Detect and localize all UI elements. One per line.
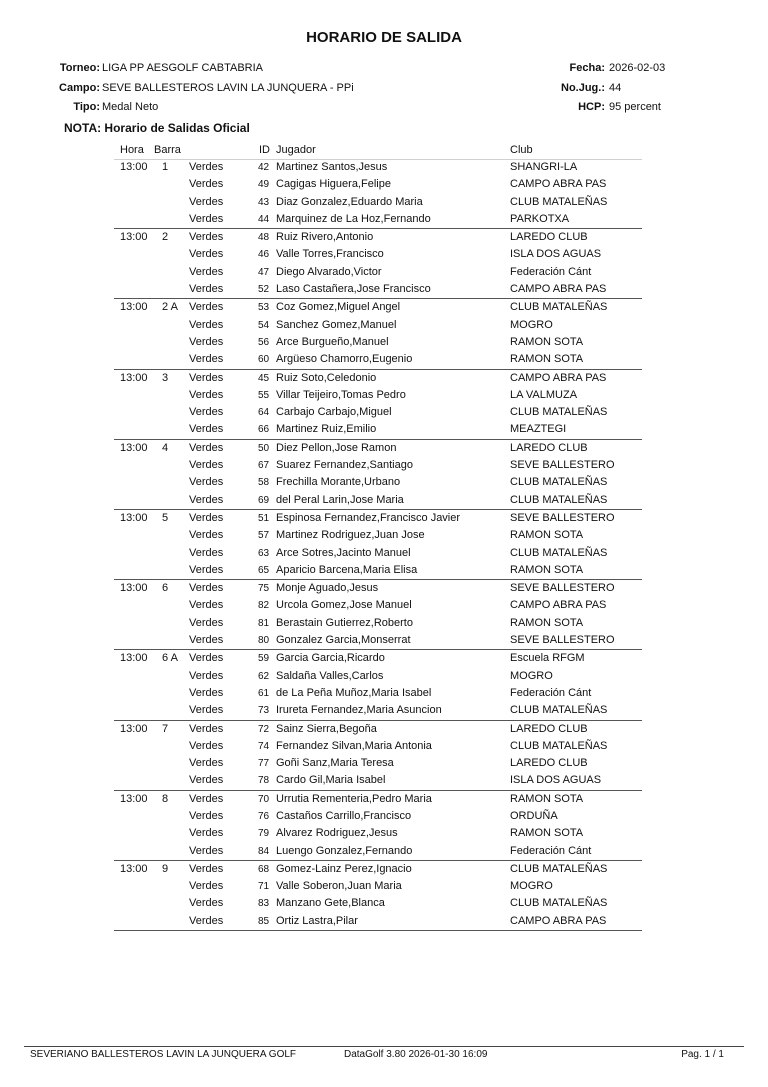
cell-barra: 6 <box>162 582 169 595</box>
fecha-label: Fecha: <box>569 62 605 74</box>
cell-jugador: Urrutia Rementeria,Pedro Maria <box>276 792 432 805</box>
cell-id: 49 <box>258 179 270 191</box>
cell-tee: Verdes <box>189 318 224 331</box>
cell-hora: 13:00 <box>120 582 148 595</box>
cell-tee: Verdes <box>189 704 224 717</box>
cell-club: RAMON SOTA <box>510 353 584 366</box>
cell-tee: Verdes <box>189 195 224 208</box>
cell-tee: Verdes <box>189 388 224 401</box>
table-row <box>114 527 642 544</box>
nojug-label: No.Jug.: <box>561 82 605 94</box>
cell-id: 84 <box>258 845 270 857</box>
nota: NOTA: Horario de Salidas Oficial <box>64 121 250 135</box>
table-row <box>114 281 642 298</box>
cell-id: 55 <box>258 389 270 401</box>
cell-jugador: Martinez Santos,Jesus <box>276 161 388 173</box>
cell-id: 75 <box>258 583 270 595</box>
header-club: Club <box>510 144 533 156</box>
table-row <box>114 246 642 263</box>
cell-hora: 13:00 <box>120 511 148 524</box>
torneo-label: Torneo: <box>59 62 100 74</box>
hcp-value: 95 percent <box>609 101 661 113</box>
table-row <box>114 808 642 825</box>
torneo-value: LIGA PP AESGOLF CABTABRIA <box>102 62 263 74</box>
cell-id: 54 <box>258 319 270 331</box>
cell-jugador: Laso Castañera,Jose Francisco <box>276 283 431 296</box>
cell-id: 76 <box>258 810 270 822</box>
tipo-label: Tipo: <box>73 101 100 113</box>
cell-id: 80 <box>258 635 270 647</box>
table-row <box>114 492 642 509</box>
page-title: HORARIO DE SALIDA <box>306 29 462 46</box>
cell-club: RAMON SOTA <box>510 563 584 576</box>
cell-tee: Verdes <box>189 686 224 699</box>
cell-tee: Verdes <box>189 301 224 314</box>
cell-tee: Verdes <box>189 757 224 770</box>
cell-club: CLUB MATALEÑAS <box>510 406 608 419</box>
cell-id: 71 <box>258 881 270 893</box>
table-row <box>114 878 642 895</box>
cell-club: LAREDO CLUB <box>510 231 588 244</box>
cell-tee: Verdes <box>189 476 224 489</box>
table-row <box>114 650 642 667</box>
cell-jugador: Luengo Gonzalez,Fernando <box>276 844 413 857</box>
table-row <box>114 685 642 702</box>
cell-barra: 2 A <box>162 301 178 314</box>
cell-jugador: Ortiz Lastra,Pilar <box>276 914 358 927</box>
cell-jugador: Coz Gomez,Miguel Angel <box>276 301 401 314</box>
cell-id: 58 <box>258 477 270 489</box>
cell-tee: Verdes <box>189 441 224 454</box>
cell-id: 73 <box>258 705 270 717</box>
cell-jugador: Saldaña Valles,Carlos <box>276 669 384 682</box>
cell-tee: Verdes <box>189 739 224 752</box>
hcp-label: HCP: <box>578 101 605 113</box>
cell-tee: Verdes <box>189 563 224 576</box>
table-row <box>114 721 642 738</box>
cell-jugador: Castaños Carrillo,Francisco <box>276 809 412 822</box>
cell-club: MOGRO <box>510 880 553 893</box>
table-row <box>114 913 642 930</box>
cell-id: 46 <box>258 249 270 261</box>
cell-id: 45 <box>258 372 270 384</box>
cell-jugador: Goñi Sanz,Maria Teresa <box>276 757 394 770</box>
cell-club: Federación Cánt <box>510 265 592 278</box>
cell-tee: Verdes <box>189 722 224 735</box>
tee-time-table <box>114 159 642 931</box>
tee-group <box>114 159 642 229</box>
cell-club: LAREDO CLUB <box>510 722 588 735</box>
cell-club: CLUB MATALEÑAS <box>510 546 608 559</box>
cell-jugador: Diego Alvarado,Victor <box>276 265 382 278</box>
cell-hora: 13:00 <box>120 652 148 665</box>
cell-tee: Verdes <box>189 599 224 612</box>
cell-club: PARKOTXA <box>510 212 570 225</box>
cell-club: MEAZTEGI <box>510 423 567 436</box>
tee-group <box>114 229 642 299</box>
cell-tee: Verdes <box>189 371 224 384</box>
cell-id: 74 <box>258 740 270 752</box>
tee-group <box>114 299 642 369</box>
cell-id: 83 <box>258 898 270 910</box>
table-row <box>114 825 642 842</box>
cell-id: 63 <box>258 547 270 559</box>
cell-id: 82 <box>258 600 270 612</box>
table-row <box>114 562 642 579</box>
footer-page: Pag. 1 / 1 <box>681 1049 724 1060</box>
cell-jugador: Martinez Rodriguez,Juan Jose <box>276 529 425 542</box>
cell-id: 66 <box>258 424 270 436</box>
cell-id: 72 <box>258 723 270 735</box>
cell-hora: 13:00 <box>120 371 148 384</box>
cell-jugador: del Peral Larin,Jose Maria <box>276 493 404 506</box>
cell-club: CLUB MATALEÑAS <box>510 493 608 506</box>
cell-club: LAREDO CLUB <box>510 757 588 770</box>
cell-tee: Verdes <box>189 459 224 472</box>
table-row <box>114 843 642 860</box>
cell-tee: Verdes <box>189 231 224 244</box>
cell-id: 70 <box>258 793 270 805</box>
cell-jugador: Martinez Ruiz,Emilio <box>276 423 377 436</box>
cell-tee: Verdes <box>189 335 224 348</box>
cell-club: SEVE BALLESTERO <box>510 634 615 647</box>
cell-id: 64 <box>258 407 270 419</box>
cell-club: LA VALMUZA <box>510 388 578 401</box>
cell-id: 78 <box>258 775 270 787</box>
cell-tee: Verdes <box>189 406 224 419</box>
cell-jugador: Ruiz Rivero,Antonio <box>276 231 374 244</box>
table-row <box>114 755 642 772</box>
table-row <box>114 597 642 614</box>
tee-group <box>114 861 642 931</box>
cell-id: 56 <box>258 336 270 348</box>
cell-club: ISLA DOS AGUAS <box>510 248 602 261</box>
cell-id: 51 <box>258 512 270 524</box>
cell-barra: 1 <box>162 161 169 173</box>
cell-club: Federación Cánt <box>510 844 592 857</box>
campo-value: SEVE BALLESTEROS LAVIN LA JUNQUERA - PPi <box>102 82 354 94</box>
cell-jugador: Cagigas Higuera,Felipe <box>276 178 391 191</box>
cell-tee: Verdes <box>189 529 224 542</box>
tee-group <box>114 370 642 440</box>
cell-id: 77 <box>258 758 270 770</box>
table-row <box>114 474 642 491</box>
table-row <box>114 861 642 878</box>
cell-tee: Verdes <box>189 616 224 629</box>
table-row <box>114 387 642 404</box>
cell-jugador: de La Peña Muñoz,Maria Isabel <box>276 686 432 699</box>
cell-id: 53 <box>258 302 270 314</box>
table-row <box>114 317 642 334</box>
cell-id: 57 <box>258 530 270 542</box>
cell-jugador: Garcia Garcia,Ricardo <box>276 652 385 665</box>
table-row <box>114 702 642 719</box>
cell-hora: 13:00 <box>120 792 148 805</box>
table-row <box>114 791 642 808</box>
cell-barra: 5 <box>162 511 169 524</box>
header-hora: Hora <box>120 144 144 156</box>
cell-id: 62 <box>258 670 270 682</box>
cell-club: RAMON SOTA <box>510 335 584 348</box>
cell-club: Escuela RFGM <box>510 652 585 665</box>
cell-hora: 13:00 <box>120 722 148 735</box>
cell-tee: Verdes <box>189 827 224 840</box>
table-row <box>114 194 642 211</box>
cell-club: RAMON SOTA <box>510 616 584 629</box>
cell-jugador: Monje Aguado,Jesus <box>276 582 379 595</box>
cell-jugador: Sanchez Gomez,Manuel <box>276 318 397 331</box>
cell-jugador: Diaz Gonzalez,Eduardo Maria <box>276 195 423 208</box>
cell-tee: Verdes <box>189 423 224 436</box>
table-row <box>114 404 642 421</box>
cell-jugador: Fernandez Silvan,Maria Antonia <box>276 739 432 752</box>
cell-tee: Verdes <box>189 862 224 875</box>
tipo-value: Medal Neto <box>102 101 159 113</box>
header-jugador: Jugador <box>276 144 316 156</box>
cell-id: 48 <box>258 232 270 244</box>
cell-jugador: Berastain Gutierrez,Roberto <box>276 616 413 629</box>
cell-club: LAREDO CLUB <box>510 441 588 454</box>
cell-club: SHANGRI-LA <box>510 161 578 173</box>
cell-club: MOGRO <box>510 669 553 682</box>
cell-jugador: Arce Sotres,Jacinto Manuel <box>276 546 411 559</box>
table-row <box>114 895 642 912</box>
nojug-value: 44 <box>609 82 622 94</box>
cell-hora: 13:00 <box>120 441 148 454</box>
cell-id: 61 <box>258 687 270 699</box>
cell-tee: Verdes <box>189 914 224 927</box>
cell-club: RAMON SOTA <box>510 529 584 542</box>
cell-id: 50 <box>258 442 270 454</box>
cell-club: CAMPO ABRA PAS <box>510 599 607 612</box>
cell-jugador: Irureta Fernandez,Maria Asuncion <box>276 704 442 717</box>
cell-club: CAMPO ABRA PAS <box>510 178 607 191</box>
cell-tee: Verdes <box>189 809 224 822</box>
cell-jugador: Aparicio Barcena,Maria Elisa <box>276 563 418 576</box>
footer-divider <box>24 1046 744 1047</box>
table-row <box>114 580 642 597</box>
cell-tee: Verdes <box>189 897 224 910</box>
cell-jugador: Gomez-Lainz Perez,Ignacio <box>276 862 412 875</box>
cell-tee: Verdes <box>189 880 224 893</box>
cell-tee: Verdes <box>189 283 224 296</box>
cell-id: 43 <box>258 196 270 208</box>
cell-club: CLUB MATALEÑAS <box>510 476 608 489</box>
cell-tee: Verdes <box>189 774 224 787</box>
cell-jugador: Alvarez Rodriguez,Jesus <box>276 827 398 840</box>
cell-club: CLUB MATALEÑAS <box>510 301 608 314</box>
tee-group <box>114 721 642 791</box>
cell-tee: Verdes <box>189 161 224 173</box>
cell-id: 42 <box>258 162 270 173</box>
table-row <box>114 159 642 176</box>
cell-tee: Verdes <box>189 265 224 278</box>
cell-barra: 3 <box>162 371 169 384</box>
cell-club: ISLA DOS AGUAS <box>510 774 602 787</box>
cell-tee: Verdes <box>189 178 224 191</box>
cell-id: 85 <box>258 915 270 927</box>
table-row <box>114 211 642 228</box>
tee-group <box>114 791 642 861</box>
cell-jugador: Espinosa Fernandez,Francisco Javier <box>276 511 461 524</box>
cell-id: 79 <box>258 828 270 840</box>
cell-jugador: Valle Soberon,Juan Maria <box>276 880 402 893</box>
cell-tee: Verdes <box>189 493 224 506</box>
cell-jugador: Manzano Gete,Blanca <box>276 897 385 910</box>
fecha-value: 2026-02-03 <box>609 62 666 74</box>
cell-id: 81 <box>258 617 270 629</box>
header-id: ID <box>259 144 270 156</box>
cell-id: 47 <box>258 266 270 278</box>
table-row <box>114 334 642 351</box>
table-row <box>114 176 642 193</box>
cell-jugador: Gonzalez Garcia,Monserrat <box>276 634 411 647</box>
cell-id: 44 <box>258 213 270 225</box>
cell-tee: Verdes <box>189 212 224 225</box>
cell-hora: 13:00 <box>120 301 148 314</box>
header-barra: Barra <box>154 144 181 156</box>
table-row <box>114 229 642 246</box>
cell-jugador: Frechilla Morante,Urbano <box>276 476 401 489</box>
footer-software: DataGolf 3.80 2026-01-30 16:09 <box>344 1049 488 1060</box>
cell-club: ORDUÑA <box>510 809 558 822</box>
cell-jugador: Ruiz Soto,Celedonio <box>276 371 377 384</box>
table-row <box>114 545 642 562</box>
cell-jugador: Suarez Fernandez,Santiago <box>276 459 413 472</box>
cell-club: CAMPO ABRA PAS <box>510 371 607 384</box>
cell-id: 60 <box>258 354 270 366</box>
tee-group <box>114 580 642 650</box>
table-row <box>114 264 642 281</box>
cell-tee: Verdes <box>189 652 224 665</box>
cell-tee: Verdes <box>189 546 224 559</box>
table-row <box>114 440 642 457</box>
table-row <box>114 370 642 387</box>
cell-id: 69 <box>258 494 270 506</box>
table-row <box>114 615 642 632</box>
cell-club: CLUB MATALEÑAS <box>510 897 608 910</box>
cell-club: CLUB MATALEÑAS <box>510 195 608 208</box>
cell-hora: 13:00 <box>120 161 148 173</box>
cell-jugador: Cardo Gil,Maria Isabel <box>276 774 386 787</box>
table-row <box>114 510 642 527</box>
table-row <box>114 299 642 316</box>
cell-jugador: Sainz Sierra,Begoña <box>276 722 377 735</box>
cell-id: 68 <box>258 863 270 875</box>
table-row <box>114 457 642 474</box>
table-row <box>114 351 642 368</box>
cell-club: SEVE BALLESTERO <box>510 511 615 524</box>
cell-jugador: Diez Pellon,Jose Ramon <box>276 441 397 454</box>
cell-jugador: Argüeso Chamorro,Eugenio <box>276 353 413 366</box>
cell-hora: 13:00 <box>120 862 148 875</box>
cell-club: SEVE BALLESTERO <box>510 459 615 472</box>
cell-id: 65 <box>258 564 270 576</box>
cell-club: MOGRO <box>510 318 553 331</box>
cell-club: CLUB MATALEÑAS <box>510 862 608 875</box>
cell-club: Federación Cánt <box>510 686 592 699</box>
table-header <box>114 144 642 160</box>
cell-club: CLUB MATALEÑAS <box>510 704 608 717</box>
cell-barra: 6 A <box>162 652 178 665</box>
cell-jugador: Marquinez de La Hoz,Fernando <box>276 212 431 225</box>
cell-club: CLUB MATALEÑAS <box>510 739 608 752</box>
cell-club: CAMPO ABRA PAS <box>510 283 607 296</box>
cell-barra: 7 <box>162 722 169 735</box>
cell-jugador: Urcola Gomez,Jose Manuel <box>276 599 412 612</box>
cell-club: CAMPO ABRA PAS <box>510 914 607 927</box>
tee-group <box>114 440 642 510</box>
cell-tee: Verdes <box>189 634 224 647</box>
table-row <box>114 668 642 685</box>
cell-tee: Verdes <box>189 353 224 366</box>
cell-tee: Verdes <box>189 248 224 261</box>
table-row <box>114 772 642 789</box>
tee-group <box>114 650 642 720</box>
campo-label: Campo: <box>59 82 100 94</box>
cell-id: 67 <box>258 460 270 472</box>
table-row <box>114 632 642 649</box>
cell-tee: Verdes <box>189 511 224 524</box>
cell-club: RAMON SOTA <box>510 792 584 805</box>
cell-tee: Verdes <box>189 582 224 595</box>
cell-barra: 4 <box>162 441 169 454</box>
cell-tee: Verdes <box>189 669 224 682</box>
table-row <box>114 738 642 755</box>
cell-tee: Verdes <box>189 792 224 805</box>
cell-jugador: Carbajo Carbajo,Miguel <box>276 406 392 419</box>
cell-barra: 9 <box>162 862 169 875</box>
cell-jugador: Villar Teijeiro,Tomas Pedro <box>276 388 406 401</box>
cell-id: 59 <box>258 653 270 665</box>
table-row <box>114 421 642 438</box>
cell-id: 52 <box>258 284 270 296</box>
cell-jugador: Valle Torres,Francisco <box>276 248 384 261</box>
footer-club: SEVERIANO BALLESTEROS LAVIN LA JUNQUERA GOLF <box>30 1049 297 1060</box>
cell-club: SEVE BALLESTERO <box>510 582 615 595</box>
cell-barra: 8 <box>162 792 169 805</box>
tee-group <box>114 510 642 580</box>
cell-barra: 2 <box>162 231 169 244</box>
cell-tee: Verdes <box>189 844 224 857</box>
cell-hora: 13:00 <box>120 231 148 244</box>
cell-club: RAMON SOTA <box>510 827 584 840</box>
cell-jugador: Arce Burgueño,Manuel <box>276 335 389 348</box>
